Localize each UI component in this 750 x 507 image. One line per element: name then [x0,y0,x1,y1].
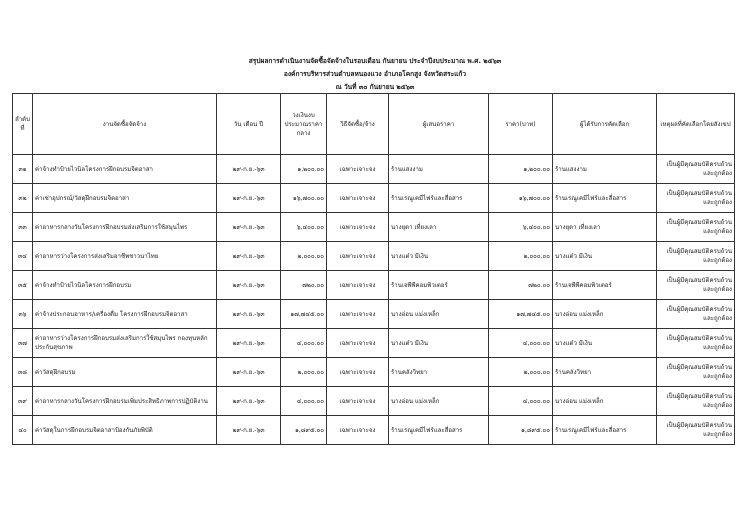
cell-no: ๓๔ [13,242,33,271]
cell-reason: เป็นผู้มีคุณสมบัติครบถ้วนและถูกต้อง [657,271,735,300]
table-row [13,300,735,329]
cell-reason: เป็นผู้มีคุณสมบัติครบถ้วนและถูกต้อง [657,242,735,271]
cell-item: ค่าจ้างประกอบอาหาร/เครื่องดื่ม โครงการฝึกอบรมจิตอาสา [33,300,217,329]
cell-bidder: ร้านคลังวิทยา [389,358,489,387]
cell-no: ๓๖ [13,300,33,329]
cell-method: เฉพาะเจาะจง [327,271,389,300]
cell-item: ค่าวัสดุฝึกอบรม [33,358,217,387]
cell-winner: ร้านเรณูเคมีไฟร์และสื่อสาร [553,416,657,445]
cell-price: ๑๖,๗๐๐.๐๐ [489,184,553,213]
cell-reason: เป็นผู้มีคุณสมบัติครบถ้วนและถูกต้อง [657,387,735,416]
cell-bidder: ร้านแสงงาม [389,155,489,184]
cell-no: ๓๕ [13,271,33,300]
cell-bidder: นางยุดา เที่ยงเลา [389,213,489,242]
cell-reason: เป็นผู้มีคุณสมบัติครบถ้วนและถูกต้อง [657,184,735,213]
table-row [13,184,735,213]
table-row [13,416,735,445]
table-row [13,242,735,271]
organization-name: องค์การบริหารส่วนตำบลหนองแวง อำเภอโคกสูง จังหวัดสระแก้ว [283,70,467,78]
cell-item: ค่าจ้างทำป้ายไวนิลโครงการฝึกอบรมจิตอาสา [33,155,217,184]
report-title: สรุปผลการดำเนินงานจัดซื้อจัดจ้างในรอบเดือน กันยายน ประจำปีงบประมาณ พ.ศ. ๒๕๖๓ [248,57,502,65]
cell-budget: ๒,๐๐๐.๐๐ [281,358,327,387]
cell-bidder: ร้านเรณูเคมีไฟร์และสื่อสาร [389,184,489,213]
cell-budget: ๔,๐๐๐.๐๐ [281,387,327,416]
cell-budget: ๑,๒๐๐.๐๐ [281,155,327,184]
cell-reason: เป็นผู้มีคุณสมบัติครบถ้วนและถูกต้อง [657,155,735,184]
cell-price: ๑,๒๐๐.๐๐ [489,155,553,184]
procurement-table [12,93,735,445]
cell-bidder: นางอ่อน แม่งเหล็ก [389,300,489,329]
cell-date: ๒๙-ก.ย.-๖๓ [217,300,281,329]
cell-winner: ร้านเรณูเคมีไฟร์และสื่อสาร [553,184,657,213]
cell-item: ค่าวัสดุในการฝึกอบรมจิตอาสาป้องกันภัยพิบัติ [33,416,217,445]
cell-reason: เป็นผู้มีคุณสมบัติครบถ้วนและถูกต้อง [657,300,735,329]
cell-winner: นางแต๋ว มีเงิน [553,329,657,358]
cell-budget: ๔,๐๐๐.๐๐ [281,329,327,358]
cell-item: ค่าอาหารว่างโครงการฝึกอบรมส่งเสริมการใช้สมุนไพร กองทุนหลักประกันสุขภาพ [33,329,217,358]
cell-budget: ๖,๔๐๐.๐๐ [281,213,327,242]
cell-winner: ร้านคลังวิทยา [553,358,657,387]
cell-method: เฉพาะเจาะจง [327,358,389,387]
col-header-date: วัน เดือน ปี [217,94,281,155]
cell-date: ๒๙-ก.ย.-๖๓ [217,329,281,358]
cell-bidder: ร้านเรณูเคมีไฟร์และสื่อสาร [389,416,489,445]
cell-method: เฉพาะเจาะจง [327,213,389,242]
cell-price: ๒,๐๐๐.๐๐ [489,242,553,271]
cell-date: ๒๙-ก.ย.-๖๓ [217,184,281,213]
col-header-budget: วงเงินงบประมาณราคากลาง [281,94,327,155]
cell-method: เฉพาะเจาะจง [327,329,389,358]
table-row [13,271,735,300]
cell-date: ๒๙-ก.ย.-๖๓ [217,213,281,242]
table-header-row [13,94,735,155]
col-header-reason: เหตุผลที่คัดเลือกโดยสังเขป [657,94,735,155]
cell-no: ๓๑ [13,155,33,184]
cell-budget: ๒,๐๐๐.๐๐ [281,242,327,271]
cell-budget: ๗๒๐.๐๐ [281,271,327,300]
cell-item: ค่าอาหารว่างโครงการส่งเสริมอาชีพชาวนาไทย [33,242,217,271]
col-header-item: งานจัดซื้อจัดจ้าง [33,94,217,155]
cell-item: ค่าอาหารกลางวันโครงการฝึกอบรมส่งเสริมการใช้สมุนไพร [33,213,217,242]
cell-no: ๔๐ [13,416,33,445]
cell-date: ๒๙-ก.ย.-๖๓ [217,242,281,271]
cell-bidder: นางแต๋ว มีเงิน [389,329,489,358]
cell-price: ๗๒๐.๐๐ [489,271,553,300]
cell-method: เฉพาะเจาะจง [327,387,389,416]
cell-reason: เป็นผู้มีคุณสมบัติครบถ้วนและถูกต้อง [657,329,735,358]
cell-budget: ๑๖,๗๐๐.๐๐ [281,184,327,213]
cell-price: ๑๗,๗๔๕.๐๐ [489,300,553,329]
cell-price: ๔,๐๐๐.๐๐ [489,329,553,358]
col-header-price: ราคา(บาท) [489,94,553,155]
cell-date: ๒๙-ก.ย.-๖๓ [217,387,281,416]
cell-reason: เป็นผู้มีคุณสมบัติครบถ้วนและถูกต้อง [657,416,735,445]
col-header-no: ลำดับที่ [13,94,33,155]
cell-budget: ๑,๘๙๕.๐๐ [281,416,327,445]
cell-winner: นางอ่อน แม่งเหล็ก [553,300,657,329]
cell-winner: ร้านแสงงาม [553,155,657,184]
cell-no: ๓๒ [13,184,33,213]
report-date: ณ วันที่ ๓๐ กันยายน ๒๕๖๓ [335,83,415,91]
cell-winner: ร้านเจพีพีคอมพิวเตอร์ [553,271,657,300]
cell-date: ๒๙-ก.ย.-๖๓ [217,416,281,445]
cell-bidder: นางอ่อน แม่งเหล็ก [389,387,489,416]
cell-budget: ๑๗,๗๔๕.๐๐ [281,300,327,329]
cell-winner: นางแต๋ว มีเงิน [553,242,657,271]
cell-no: ๓๙ [13,387,33,416]
table-row [13,358,735,387]
cell-date: ๒๙-ก.ย.-๖๓ [217,155,281,184]
cell-no: ๓๘ [13,358,33,387]
cell-date: ๒๙-ก.ย.-๖๓ [217,358,281,387]
cell-no: ๓๓ [13,213,33,242]
cell-item: ค่าจ้างทำป้ายไวนิลโครงการฝึกอบรม [33,271,217,300]
table-row [13,213,735,242]
cell-item: ค่าเช่าอุปกรณ์/วัสดุฝึกอบรมจิตอาสา [33,184,217,213]
cell-winner: นางอ่อน แม่งเหล็ก [553,387,657,416]
cell-date: ๒๙-ก.ย.-๖๓ [217,271,281,300]
col-header-bidder: ผู้เสนอราคา [389,94,489,155]
cell-price: ๑,๘๙๕.๐๐ [489,416,553,445]
cell-price: ๔,๐๐๐.๐๐ [489,387,553,416]
col-header-winner: ผู้ได้รับการคัดเลือก [553,94,657,155]
cell-bidder: ร้านเจพีพีคอมพิวเตอร์ [389,271,489,300]
cell-method: เฉพาะเจาะจง [327,416,389,445]
cell-price: ๒,๐๐๐.๐๐ [489,358,553,387]
table-row [13,387,735,416]
cell-item: ค่าอาหารกลางวันโครงการฝึกอบรมเพิ่มประสิทธิภาพการปฏิบัติงาน [33,387,217,416]
cell-method: เฉพาะเจาะจง [327,300,389,329]
cell-winner: นางยุดา เที่ยงเลา [553,213,657,242]
cell-reason: เป็นผู้มีคุณสมบัติครบถ้วนและถูกต้อง [657,213,735,242]
cell-no: ๓๗ [13,329,33,358]
cell-price: ๖,๔๐๐.๐๐ [489,213,553,242]
col-header-method: วิธีจัดซื้อ/จ้าง [327,94,389,155]
cell-bidder: นางแต๋ว มีเงิน [389,242,489,271]
table-row [13,155,735,184]
cell-reason: เป็นผู้มีคุณสมบัติครบถ้วนและถูกต้อง [657,358,735,387]
table-row [13,329,735,358]
cell-method: เฉพาะเจาะจง [327,155,389,184]
cell-method: เฉพาะเจาะจง [327,184,389,213]
cell-method: เฉพาะเจาะจง [327,242,389,271]
